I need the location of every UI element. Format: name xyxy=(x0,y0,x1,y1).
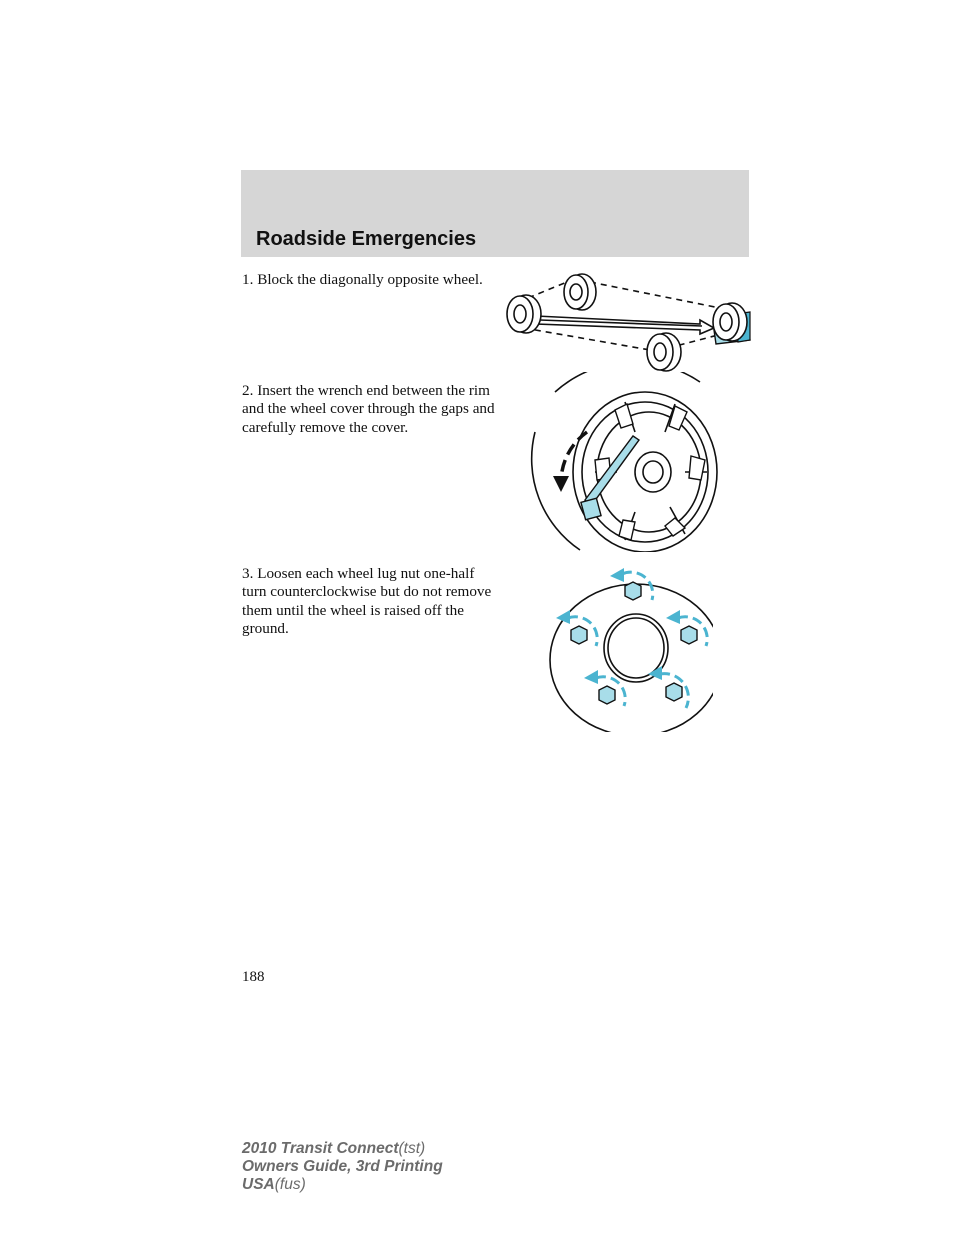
footer-market: USA xyxy=(242,1176,275,1193)
step-2-text: 2. Insert the wrench end between the rim and the wheel cover through the gaps and carefully remove the cover. xyxy=(242,382,495,436)
step-3-text: 3. Loosen each wheel lug nut one-half turn counterclockwise but do not remove them until the wheel is raised off the ground. xyxy=(242,565,492,638)
footer-guide: Owners Guide, 3rd Printing xyxy=(242,1158,443,1175)
lug-nut-loosening-diagram xyxy=(548,562,713,732)
wheel-cover-removal-illustration xyxy=(525,372,730,552)
wheel-block-diagram xyxy=(500,268,760,378)
footer-model: 2010 Transit Connect xyxy=(242,1140,399,1157)
footer-model-code: (tst) xyxy=(398,1140,426,1157)
step-1-text: 1. Block the diagonally opposite wheel. xyxy=(242,271,483,288)
page-number: 188 xyxy=(242,969,265,985)
footer-imprint xyxy=(242,1140,443,1194)
footer-market-code: (fus) xyxy=(274,1176,306,1193)
section-title: Roadside Emergencies xyxy=(256,228,477,250)
